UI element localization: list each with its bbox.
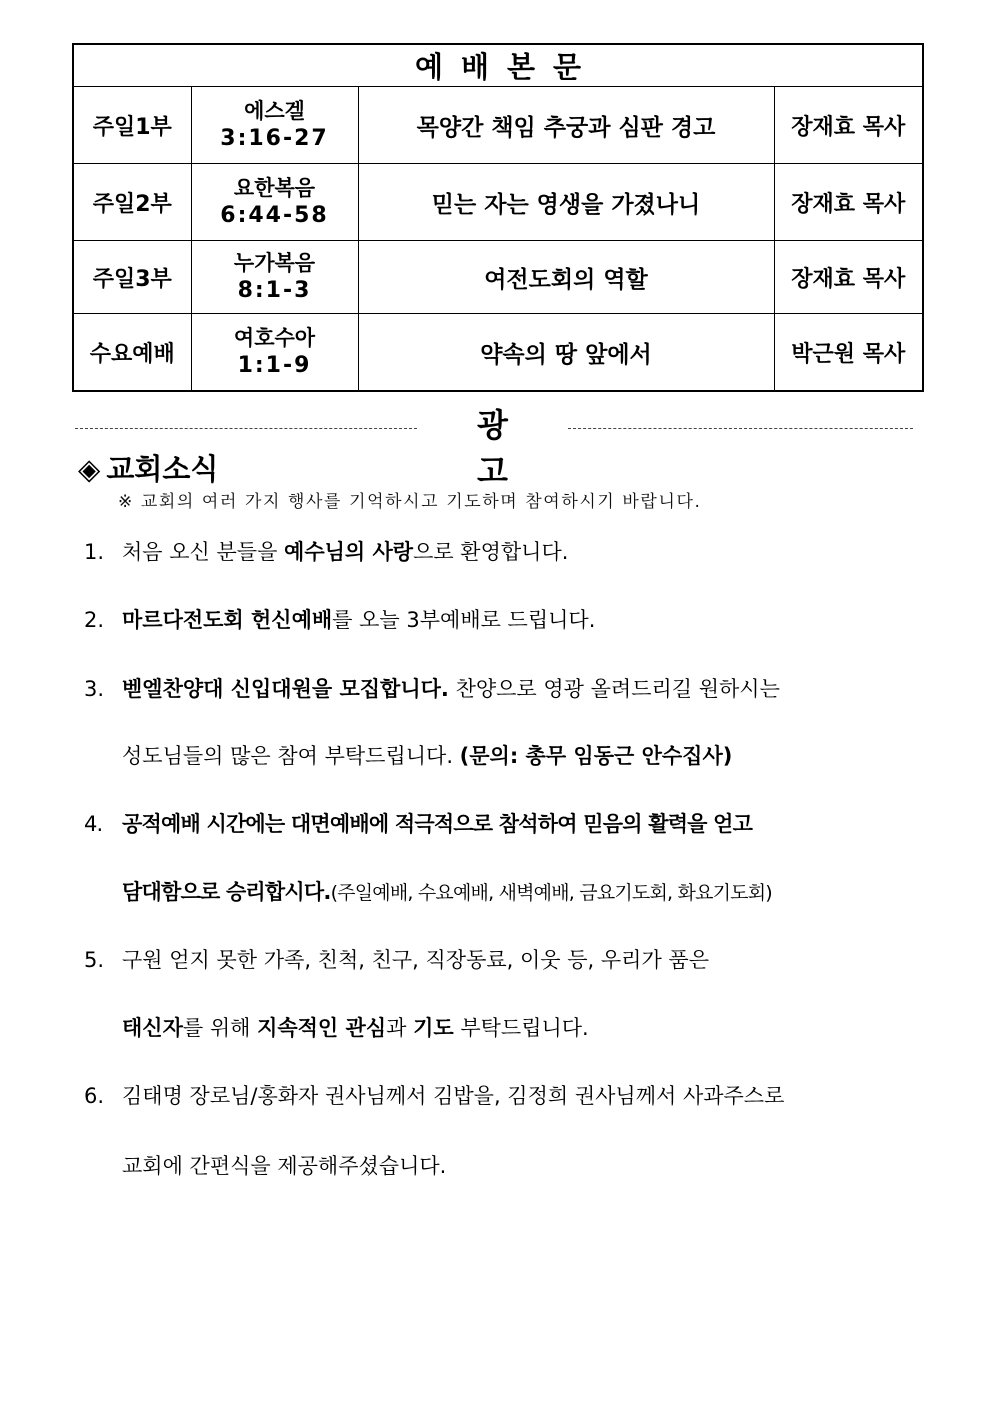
divider-right bbox=[568, 428, 913, 429]
sermon-title: 약속의 땅 앞에서 bbox=[358, 314, 774, 392]
preacher: 장재효 목사 bbox=[774, 241, 923, 314]
item-text: (주일예배, 수요예배, 새벽예배, 금요기도회, 화요기도회) bbox=[330, 882, 772, 904]
worship-row bbox=[73, 87, 923, 164]
item-number: 5. bbox=[84, 948, 105, 972]
announcement-item bbox=[84, 1080, 784, 1110]
announcement-item bbox=[84, 944, 709, 974]
worship-table bbox=[72, 43, 924, 392]
item-text: 교회에 간편식을 제공해주셨습니다. bbox=[122, 1154, 447, 1178]
worship-table-title: 예배본문 bbox=[73, 44, 923, 87]
sermon-title: 여전도회의 역할 bbox=[358, 241, 774, 314]
item-text: 를 위해 bbox=[182, 1016, 258, 1040]
item-text: 를 오늘 3부예배로 드립니다. bbox=[332, 608, 596, 632]
service-name: 수요예배 bbox=[73, 314, 191, 392]
item-emphasis: 마르다전도회 헌신예배 bbox=[122, 608, 333, 632]
section-title: 교회소식 bbox=[106, 452, 219, 486]
announcement-item bbox=[84, 604, 595, 634]
item-number: 6. bbox=[84, 1084, 105, 1108]
scripture-book: 누가복음 bbox=[233, 251, 316, 275]
sermon-title: 목양간 책임 추궁과 심판 경고 bbox=[358, 87, 774, 164]
item-emphasis: 공적예배 시간에는 대면예배에 적극적으로 참석하여 믿음의 활력을 얻고 bbox=[122, 812, 753, 836]
announcement-continuation bbox=[122, 1150, 446, 1180]
item-text: 김태명 장로님/홍화자 권사님께서 김밥을, 김정희 권사님께서 사과주스로 bbox=[122, 1084, 785, 1108]
section-heading bbox=[78, 447, 218, 488]
item-number: 2. bbox=[84, 608, 105, 632]
preacher: 장재효 목사 bbox=[774, 87, 923, 164]
scripture-verse: 3:16-27 bbox=[220, 126, 329, 151]
diamond-icon: ◈ bbox=[78, 452, 101, 486]
scripture-reference bbox=[191, 241, 358, 314]
scripture-verse: 1:1-9 bbox=[237, 353, 312, 378]
preacher: 박근원 목사 bbox=[774, 314, 923, 392]
item-number: 3. bbox=[84, 677, 105, 701]
sermon-title: 믿는 자는 영생을 가졌나니 bbox=[358, 164, 774, 241]
scripture-reference bbox=[191, 164, 358, 241]
item-emphasis: 태신자 bbox=[122, 1016, 183, 1040]
item-emphasis: 기도 bbox=[413, 1016, 454, 1040]
scripture-book: 에스겔 bbox=[244, 99, 305, 123]
preacher: 장재효 목사 bbox=[774, 164, 923, 241]
announcement-item bbox=[84, 808, 752, 838]
item-emphasis: 지속적인 관심 bbox=[257, 1016, 387, 1040]
scripture-verse: 8:1-3 bbox=[237, 278, 312, 303]
section-note: ※ 교회의 여러 가지 행사를 기억하시고 기도하며 참여하시기 바랍니다. bbox=[118, 492, 702, 512]
scripture-reference bbox=[191, 87, 358, 164]
item-emphasis: (문의: 총무 임동근 안수집사) bbox=[459, 744, 733, 768]
announcements-title: 광고 bbox=[477, 406, 548, 490]
announcement-continuation bbox=[122, 1012, 589, 1042]
scripture-verse: 6:44-58 bbox=[220, 203, 329, 228]
item-text: 으로 환영합니다. bbox=[413, 540, 569, 564]
divider-left bbox=[75, 428, 417, 429]
item-text: 처음 오신 분들을 bbox=[122, 540, 285, 564]
announcement-continuation bbox=[122, 740, 732, 770]
scripture-book: 여호수아 bbox=[233, 326, 316, 350]
item-number: 1. bbox=[84, 540, 105, 564]
announcement-continuation bbox=[122, 876, 772, 906]
item-text: 부탁드립니다. bbox=[453, 1016, 589, 1040]
item-text: 구원 얻지 못한 가족, 친척, 친구, 직장동료, 이웃 등, 우리가 품은 bbox=[122, 948, 709, 972]
item-emphasis: 벧엘찬양대 신입대원을 모집합니다. bbox=[122, 677, 449, 701]
worship-row bbox=[73, 241, 923, 314]
item-emphasis: 예수님의 사랑 bbox=[284, 540, 414, 564]
scripture-book: 요한복음 bbox=[233, 176, 316, 200]
item-text: 성도님들의 많은 참여 부탁드립니다. bbox=[122, 744, 460, 768]
item-text: 찬양으로 영광 올려드리길 원하시는 bbox=[448, 677, 780, 701]
announcement-item bbox=[84, 536, 568, 566]
service-name: 주일3부 bbox=[73, 241, 191, 314]
announcement-item bbox=[84, 673, 780, 703]
service-name: 주일1부 bbox=[73, 87, 191, 164]
scripture-reference bbox=[191, 314, 358, 392]
worship-row bbox=[73, 164, 923, 241]
service-name: 주일2부 bbox=[73, 164, 191, 241]
worship-row bbox=[73, 314, 923, 392]
item-number: 4. bbox=[84, 812, 103, 836]
item-emphasis: 담대함으로 승리합시다. bbox=[122, 880, 331, 904]
item-text: 과 bbox=[386, 1016, 414, 1040]
